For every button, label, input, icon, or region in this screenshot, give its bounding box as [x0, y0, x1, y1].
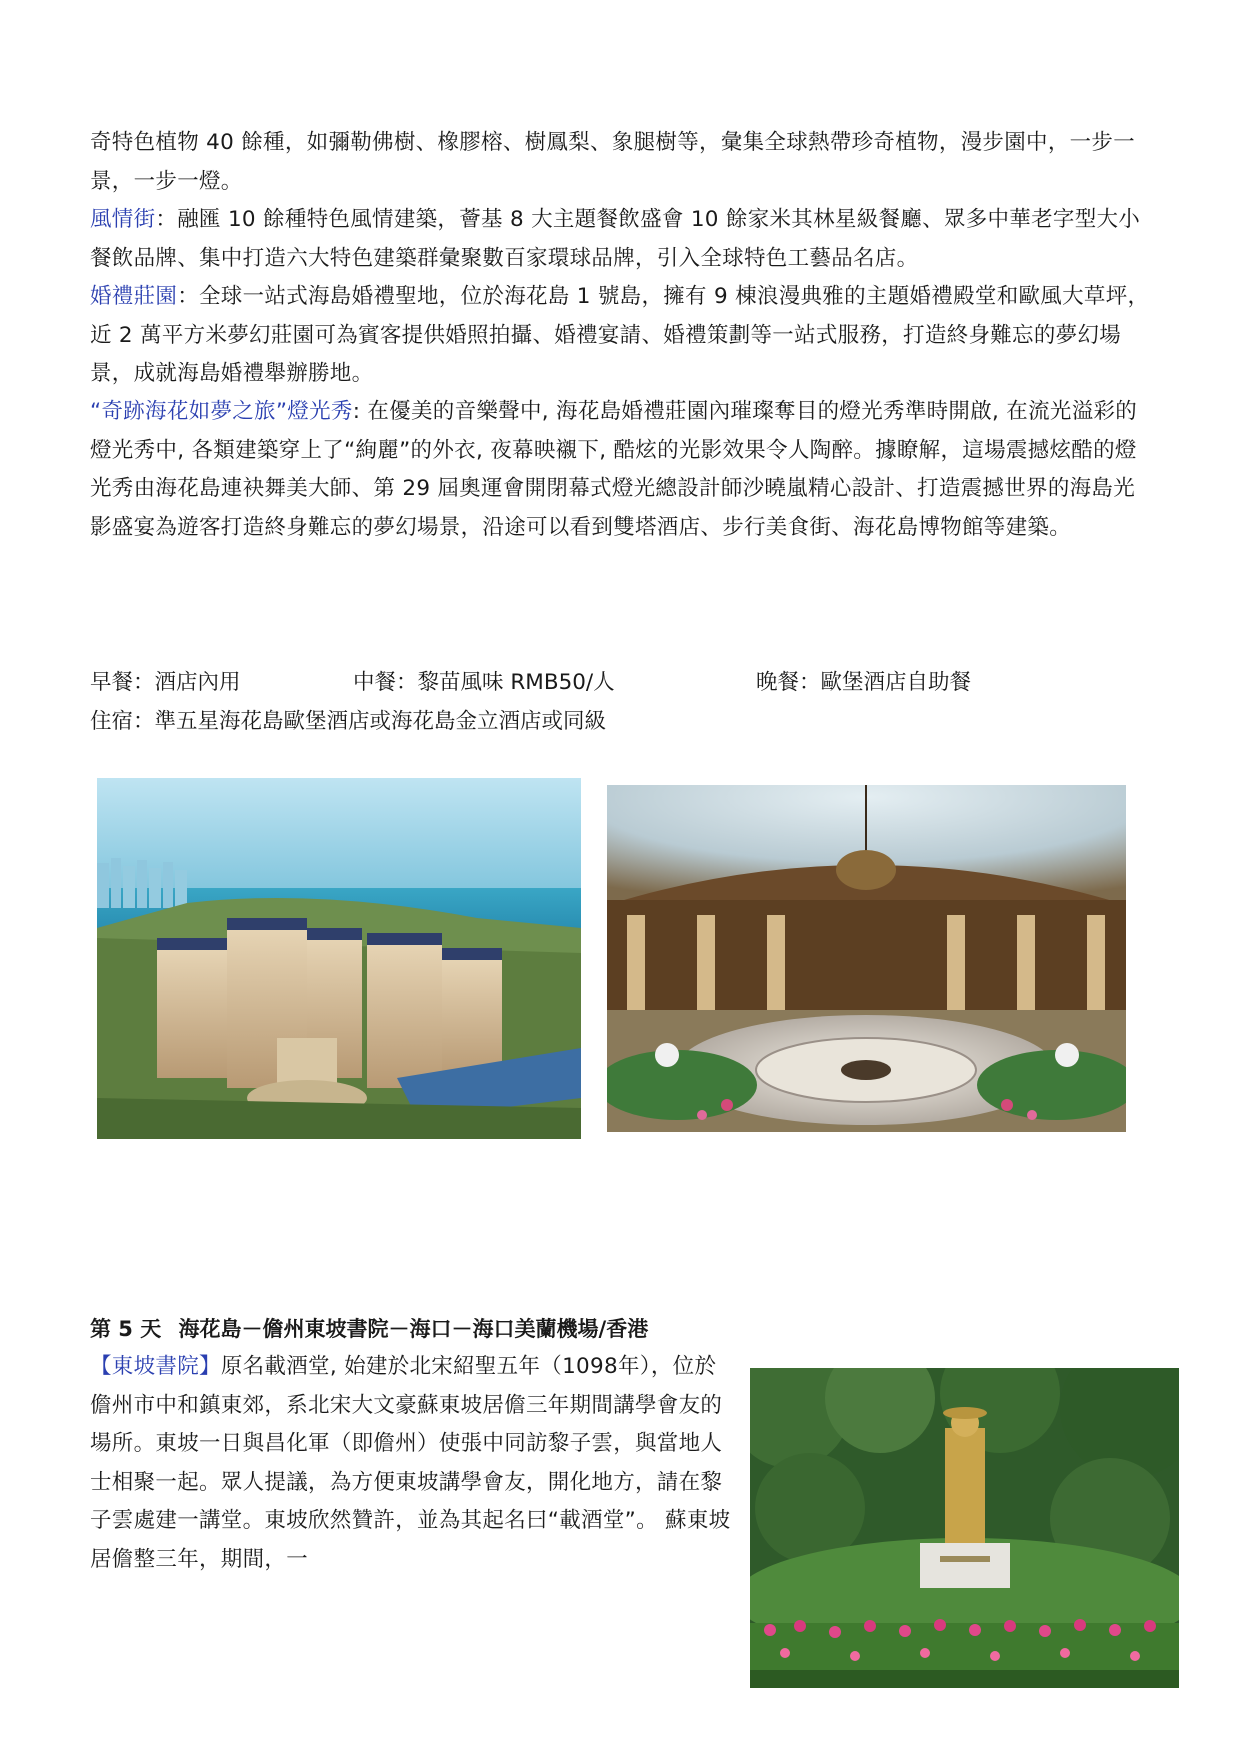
dongpo-statue-photo — [750, 1368, 1179, 1688]
hotel-lobby-photo — [607, 785, 1126, 1132]
paragraph-plants — [90, 124, 1150, 201]
lightshow-text: : 在優美的音樂聲中, 海花島婚禮莊園內璀璨奪目的燈光秀準時開啟, 在流光溢彩的燈光秀中, 各類建築穿上了“絢麗”的外衣, 夜幕映襯下, 酷炫的光影效果令人陶醉。據瞭解，這場震撼炫酷的燈光秀由海花島連袂舞美大師、第 29 屆奧運會開閉幕式燈光總設計師沙曉嵐精心設計、打造震撼世界的海島光影盛宴為遊客打造終身難忘的夢幻場景，沿途可以看到雙塔酒店、步行美食街、海花島博物館等建築。 — [90, 399, 1138, 540]
day5-route: 海花島－儋州東坡書院－海口－海口美蘭機場/香港 — [178, 1317, 649, 1341]
wedding-label: 婚禮莊園 — [90, 284, 178, 309]
street-text: ：融匯 10 餘種特色風情建築，薈基 8 大主題餐飲盛會 10 餘家米其林星級餐廳、眾多中華老字型大小餐飲品牌、集中打造六大特色建築群彙聚數百家環球品牌，引入全球特色工藝品名店。 — [90, 207, 1141, 271]
dinner-info: 晚餐：歐堡酒店自助餐 — [756, 670, 972, 695]
day5-heading — [90, 1313, 658, 1343]
paragraph-street — [90, 201, 1150, 278]
hotel-aerial-photo — [97, 778, 581, 1139]
day5-label: 第 5 天 — [90, 1317, 162, 1341]
lunch-info: 中餐：黎苗風味 RMB50/人 — [353, 670, 615, 695]
wedding-text: ：全球一站式海島婚禮聖地，位於海花島 1 號島，擁有 9 棟浪漫典雅的主題婚禮殿堂和歐風大草坪，近 2 萬平方米夢幻莊園可為賓客提供婚照拍攝、婚禮宴請、婚禮策劃等一站式服務，打造終身難忘的夢幻場景，成就海島婚禮舉辦勝地。 — [90, 284, 1150, 386]
street-label: 風情街 — [90, 207, 156, 232]
plants-text: 奇特色植物 40 餘種，如彌勒佛樹、橡膠榕、樹鳳梨、象腿樹等，彙集全球熱帶珍奇植物，漫步園中，一步一景，一步一燈。 — [90, 130, 1136, 194]
dongpo-academy-label: 【東坡書院】 — [90, 1354, 221, 1379]
lightshow-label: “奇跡海花如夢之旅”燈光秀 — [90, 399, 353, 424]
dongpo-academy-text: 原名載酒堂, 始建於北宋紹聖五年（1098年），位於儋州市中和鎮東郊，系北宋大文豪蘇東坡居儋三年期間講學會友的場所。東坡一日與昌化軍（即儋州）使張中同訪黎子雲，與當地人士相聚一起。眾人提議，為方便東坡講學會友，開化地方，請在黎子雲處建一講堂。東坡欣然贊許，並為其起名曰“載酒堂”。 蘇東坡居儋整三年，期間，一 — [90, 1354, 731, 1572]
paragraph-wedding — [90, 278, 1150, 394]
accommodation-info: 住宿：準五星海花島歐堡酒店或海花島金立酒店或同級 — [90, 709, 607, 734]
breakfast-info: 早餐：酒店內用 — [90, 670, 241, 695]
paragraph-lightshow — [90, 393, 1150, 547]
dongpo-academy-paragraph — [90, 1348, 735, 1579]
